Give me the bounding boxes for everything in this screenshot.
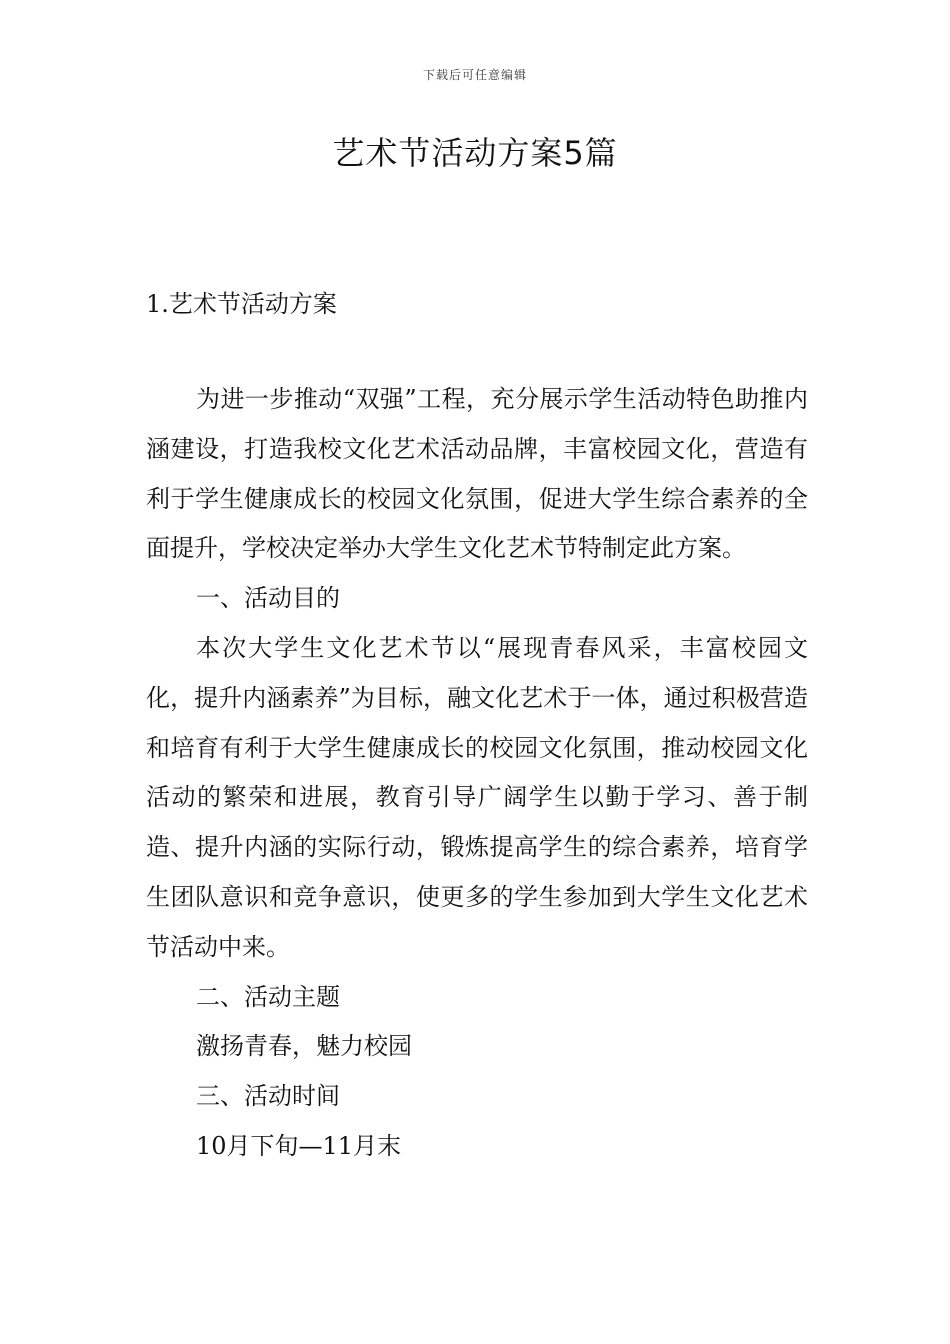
subheading-theme: 二、活动主题	[196, 982, 340, 1011]
theme-paragraph: 激扬青春，魅力校园	[196, 1032, 412, 1061]
subheading-purpose: 一、活动目的	[196, 584, 340, 613]
intro-paragraph: 为进一步推动“双强”工程，充分展示学生活动特色助推内涵建设，打造我校文化艺术活动品牌，丰富校园文化，营造有利于学生健康成长的校园文化氛围，促进大学生综合素养的全面提升，学校决定举办大学生文化艺术节特制定此方案。	[146, 385, 808, 563]
purpose-paragraph: 本次大学生文化艺术节以“展现青春风采，丰富校园文化，提升内涵素养”为目标，融文化艺术于一体，通过积极营造和培育有利于大学生健康成长的校园文化氛围，推动校园文化活动的繁荣和进展，教育引导广阔学生以勤于学习、善于制造、提升内涵的实际行动，锻炼提高学生的综合素养，培育学生团队意识和竞争意识，使更多的学生参加到大学生文化艺术节活动中来。	[146, 633, 808, 961]
subheading-time: 三、活动时间	[196, 1082, 340, 1111]
document-body	[146, 375, 808, 1172]
document-title: 艺术节活动方案5篇	[332, 134, 618, 172]
time-paragraph: 10月下旬—11月末	[196, 1131, 402, 1160]
header-note: 下载后可任意编辑	[422, 68, 527, 82]
section-heading: 1.艺术节活动方案	[146, 290, 337, 318]
